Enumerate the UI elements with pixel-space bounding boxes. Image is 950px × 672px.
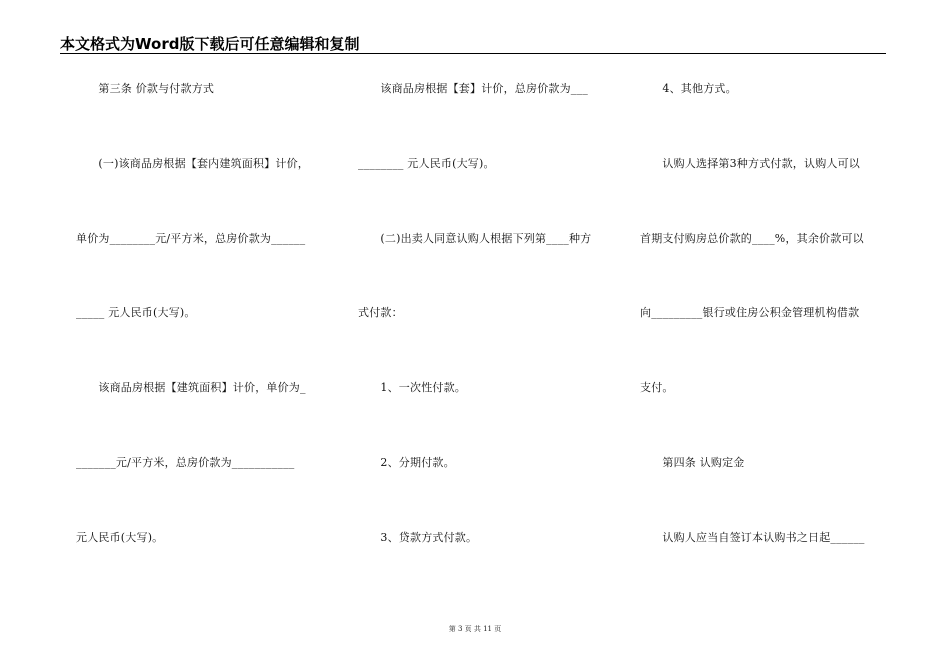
- text-line: _____ 元人民币(大写)。: [76, 306, 196, 319]
- text-line: 该商品房根据【建筑面积】计价，单价为_: [76, 381, 306, 394]
- text-line: 2、分期付款。: [358, 456, 455, 469]
- text-line: 1、一次性付款。: [358, 381, 466, 394]
- text-line: 支付。: [640, 381, 674, 394]
- text-line: 4、其他方式。: [640, 82, 737, 95]
- text-line: 向_________银行或住房公积金管理机构借款: [640, 306, 860, 319]
- text-line: 单价为________元/平方米，总房价款为______: [76, 232, 306, 245]
- document-header-title: 本文格式为Word版下载后可任意编辑和复制: [60, 35, 360, 53]
- text-line: 认购人应当自签订本认购书之日起______: [640, 531, 865, 544]
- text-line: 第四条 认购定金: [640, 456, 745, 469]
- text-line: 元人民币(大写)。: [76, 531, 164, 544]
- text-line: 第三条 价款与付款方式: [76, 82, 215, 95]
- text-line: (二)出卖人同意认购人根据下列第____种方: [358, 232, 592, 245]
- page-number: 第 3 页 共 11 页: [448, 625, 502, 633]
- text-line: 首期支付购房总价款的____%，其余价款可以: [640, 232, 864, 245]
- text-line: 该商品房根据【套】计价，总房价款为___: [358, 82, 588, 95]
- text-line: 认购人选择第3种方式付款，认购人可以: [640, 157, 860, 170]
- text-column-1: [76, 0, 326, 672]
- text-column-2: [358, 0, 608, 672]
- text-line: (一)该商品房根据【套内建筑面积】计价，: [76, 157, 309, 170]
- text-line: _______元/平方米，总房价款为___________: [76, 456, 295, 469]
- text-line: 式付款：: [358, 306, 403, 319]
- text-column-3: [640, 0, 885, 672]
- text-line: 3、贷款方式付款。: [358, 531, 478, 544]
- text-line: ________ 元人民币(大写)。: [358, 157, 495, 170]
